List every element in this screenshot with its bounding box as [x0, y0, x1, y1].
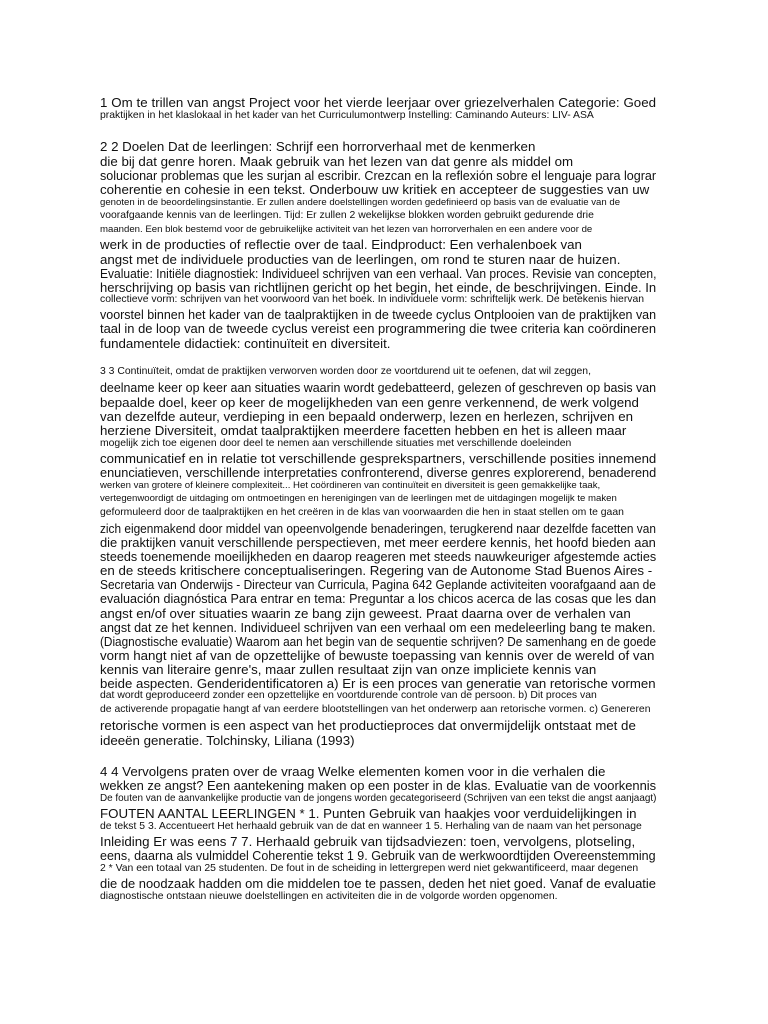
- text-line: 1 Om te trillen van angst Project voor het vierde leerjaar over griezelverhalen Categorie: Goed: [100, 95, 656, 110]
- text-line: mogelijk zich toe eigenen door deel te nemen aan verschillende situaties met verschillende doeleinden: [100, 438, 572, 449]
- text-line: vorm hangt niet af van de opzettelijke of bewuste toepassing van kennis over de wereld of van: [100, 648, 655, 663]
- text-line: de tekst 5 3. Accentueert Het herhaald gebruik van de dat en wanneer 1 5. Herhaling van de naam van het personage: [100, 821, 642, 832]
- text-line: praktijken in het klaslokaal in het kader van het Curriculumontwerp Instelling: Caminando Auteurs: LIV- ASA: [100, 110, 594, 121]
- text-line: 2 2 Doelen Dat de leerlingen: Schrijf een horrorverhaal met de kenmerken: [100, 139, 536, 154]
- text-line: taal in de loop van de tweede cyclus vereist een programmering die twee criteria kan coördineren: [100, 321, 657, 336]
- text-line: retorische vormen is een aspect van het productieproces dat onvermijdelijk ontstaat met de: [100, 718, 636, 733]
- text-line: steeds toenemende moeilijkheden en daarop reageren met steeds nauwkeuriger afgestemde acties: [100, 549, 657, 564]
- text-line: enunciatieven, verschillende interpretaties confronterend, diverse genres explorerend, benaderend: [100, 465, 657, 480]
- text-line: coherentie en cohesie in een tekst. Onderbouw uw kritiek en accepteer de suggesties van uw: [100, 182, 650, 197]
- text-line: FOUTEN AANTAL LEERLINGEN * 1. Punten Gebruik van haakjes voor verduidelijkingen in: [100, 806, 637, 821]
- text-line: vertegenwoordigt de uitdaging om ontmoetingen en herenigingen van de leerlingen met de uitdagingen mogelijk te maken: [100, 493, 617, 504]
- text-line: werken van grotere of kleinere complexiteit... Het coördineren van continuïteit en diversiteit is geen gemakkelijke taak,: [100, 480, 601, 491]
- text-line: genoten in de beoordelingsinstantie. Er zullen andere doelstellingen worden gedefinieerd op basis van de evaluatie van de: [100, 197, 621, 208]
- text-line: ideeën generatie. Tolchinsky, Liliana (1993): [100, 733, 355, 748]
- text-line: diagnostische ontstaan nieuwe doelstellingen en activiteiten die in de volgorde worden opgenomen.: [100, 891, 558, 902]
- text-line: maanden. Een blok bestemd voor de gebruikelijke activiteit van het lezen van horrorverhalen en een andere voor de: [100, 224, 593, 235]
- text-line: werk in de producties of reflectie over de taal. Eindproduct: Een verhalenboek van: [100, 237, 582, 252]
- text-line: Evaluatie: Initiële diagnostiek: Individueel schrijven van een verhaal. Van proces. Revisie van concepten,: [100, 266, 657, 281]
- text-line: collectieve vorm: schrijven van het voorwoord van het boek. In individuele vorm: schriftelijk werk. De betekenis hiervan: [100, 294, 645, 305]
- text-line: deelname keer op keer aan situaties waarin wordt gedebatteerd, gelezen of geschreven op basis van: [100, 380, 657, 395]
- text-line: herschrijving op basis van richtlijnen gericht op het begin, het einde, de beschrijvingen. Einde. In: [100, 280, 657, 295]
- text-line: beide aspecten. Genderidentificatoren a) Er is een proces van generatie van retorische vormen: [100, 676, 656, 691]
- text-line: dat wordt geproduceerd zonder een opzettelijke en voortdurende controle van de persoon. b) Dit proces van: [100, 690, 597, 701]
- text-line: Inleiding Er was eens 7 7. Herhaald gebruik van tijdsadviezen: toen, vervolgens, plotseling,: [100, 834, 636, 849]
- text-line: en de steeds kritischere conceptualiseringen. Regering van de Autonome Stad Buenos Aires -: [100, 563, 653, 578]
- text-line: angst met de individuele producties van de leerlingen, om rond te sturen naar de huizen.: [100, 252, 621, 267]
- text-line: 3 3 Continuïteit, omdat de praktijken verworven worden door ze voortdurend uit te oefenen, dat wil zeggen,: [100, 366, 591, 377]
- text-line: voorstel binnen het kader van de taalpraktijken in de tweede cyclus Ontplooien van de praktijken van: [100, 307, 657, 322]
- text-line: die de noodzaak hadden om die middelen toe te passen, deden het niet goed. Vanaf de evaluatie: [100, 876, 656, 891]
- text-line: de activerende propagatie hangt af van eerdere blootstellingen van het onderwerp aan retorische vormen. c) Genereren: [100, 704, 651, 715]
- text-line: die bij dat genre horen. Maak gebruik van het lezen van dat genre als middel om: [100, 154, 574, 169]
- text-line: De fouten van de aanvankelijke productie van de jongens worden gecategoriseerd (Schrijven van een tekst die angst aanjaagt): [100, 793, 657, 804]
- text-line: 2 * Van een totaal van 25 studenten. De fout in de scheiding in lettergrepen werd niet gekwantificeerd, maar degenen: [100, 863, 639, 874]
- text-line: solucionar problemas que les surjan al escribir. Crezcan en la reflexión sobre el lenguaje para lograr: [100, 168, 657, 183]
- text-line: angst dat ze het kennen. Individueel schrijven van een verhaal om een medeleerling bang te maken.: [100, 620, 656, 635]
- text-line: (Diagnostische evaluatie) Waarom aan het begin van de sequentie schrijven? De samenhang en de goede: [100, 634, 657, 649]
- text-line: eens, daarna als vulmiddel Coherentie tekst 1 9. Gebruik van de werkwoordtijden Overeenstemming: [100, 848, 656, 863]
- text-line: evaluación diagnóstica Para entrar en tema: Preguntar a los chicos acerca de las cosas que les dan: [100, 591, 657, 606]
- text-line: angst en/of over situaties waarin ze bang zijn geweest. Praat daarna over de verhalen van: [100, 606, 631, 621]
- text-line: van dezelfde auteur, verdieping in een bepaald onderwerp, lezen en herlezen, schrijven en: [100, 409, 633, 424]
- text-line: herziene Diversiteit, omdat taalpraktijken meerdere facetten hebben en het is alleen maar: [100, 423, 627, 438]
- text-line: voorafgaande kennis van de leerlingen. Tijd: Er zullen 2 wekelijkse blokken worden gebruikt gedurende drie: [100, 210, 594, 221]
- text-line: Secretaria van Onderwijs - Directeur van Curricula, Pagina 642 Geplande activiteiten voorafgaand aan de: [100, 577, 656, 592]
- text-line: wekken ze angst? Een aantekening maken op een poster in de klas. Evaluatie van de voorkennis: [100, 778, 657, 793]
- text-line: 4 4 Vervolgens praten over de vraag Welke elementen komen voor in die verhalen die: [100, 764, 606, 779]
- text-line: communicatief en in relatie tot verschillende gesprekspartners, verschillende posities innemend: [100, 451, 657, 466]
- text-line: zich eigenmakend door middel van opeenvolgende benaderingen, terugkerend naar dezelfde facetten van: [100, 521, 656, 536]
- text-line: fundamentele didactiek: continuïteit en diversiteit.: [100, 336, 391, 351]
- text-line: kennis van literaire genre's, maar zullen resultaat zijn van onze impliciete kennis van: [100, 662, 597, 677]
- text-line: die praktijken vanuit verschillende perspectieven, met meer eerdere kennis, het hoofd bieden aan: [100, 535, 656, 550]
- text-line: geformuleerd door de taalpraktijken en het creëren in de klas van voorwaarden die hen in staat stellen om te gaan: [100, 507, 624, 518]
- text-line: bepaalde doel, keer op keer de mogelijkheden van een genre verkennend, de werk volgend: [100, 395, 639, 410]
